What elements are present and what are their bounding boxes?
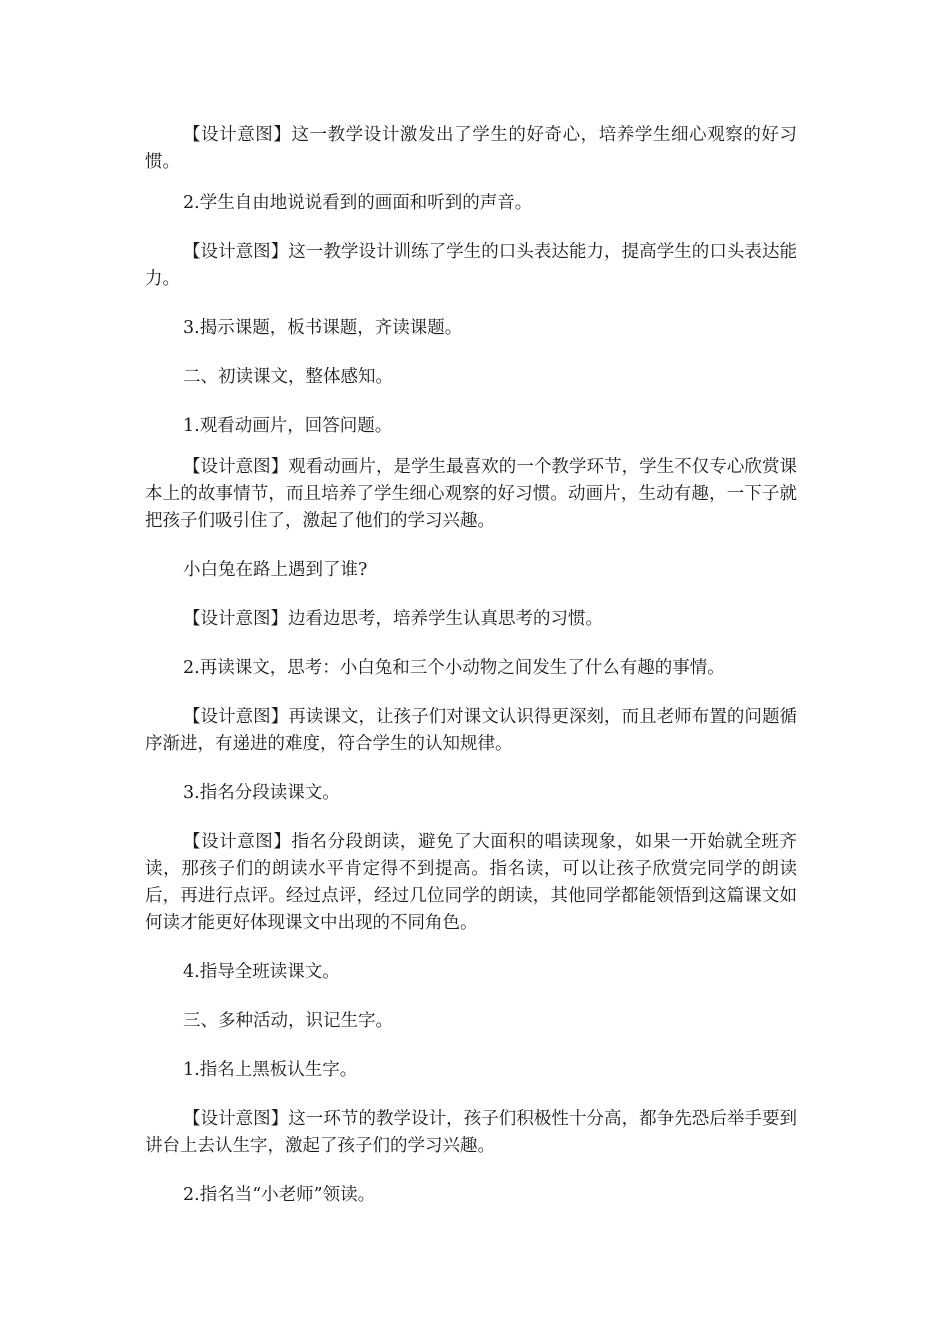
paragraph-step-3-title: 3.揭示课题，板书课题，齐读课题。 [183, 318, 463, 338]
paragraph-step-1-blackboard: 1.指名上黑板认生字。 [183, 1060, 358, 1080]
paragraph-step-2-little-teacher: 2.指名当“小老师”领读。 [183, 1185, 376, 1205]
paragraph-design-intent-3: 【设计意图】观看动画片，是学生最喜欢的一个教学环节，学生不仅专心欣赏课本上的故事情节，而且培养了学生细心观察的好习惯。动画片，生动有趣，一下子就把孩子们吸引住了，激起了他们的学习兴趣。 [145, 457, 797, 531]
paragraph-design-intent-5: 【设计意图】再读课文，让孩子们对课文认识得更深刻，而且老师布置的问题循序渐进，有递进的难度，符合学生的认知规律。 [145, 707, 797, 754]
paragraph-step-4-class-read: 4.指导全班读课文。 [183, 962, 340, 982]
paragraph-design-intent-6: 【设计意图】指名分段朗读，避免了大面积的唱读现象，如果一开始就全班齐读，那孩子们的朗读水平肯定得不到提高。指名读，可以让孩子欣赏完同学的朗读后，再进行点评。经过点评，经过几位同学的朗读，其他同学都能领悟到这篇课文如何读才能更好体现课文中出现的不同角色。 [145, 832, 797, 933]
paragraph-question: 小白兔在路上遇到了谁? [183, 560, 368, 580]
paragraph-design-intent-7: 【设计意图】这一环节的教学设计，孩子们积极性十分高，都争先恐后举手要到讲台上去认生字，激起了孩子们的学习兴趣。 [145, 1109, 797, 1156]
paragraph-design-intent-4: 【设计意图】边看边思考，培养学生认真思考的习惯。 [183, 609, 603, 629]
section-heading-2: 二、初读课文，整体感知。 [183, 367, 393, 387]
document-body [145, 122, 797, 1209]
paragraph-step-2-speak: 2.学生自由地说说看到的画面和听到的声音。 [183, 193, 533, 213]
paragraph-design-intent-2: 【设计意图】这一教学设计训练了学生的口头表达能力，提高学生的口头表达能力。 [145, 242, 797, 289]
paragraph-step-3-sections: 3.指名分段读课文。 [183, 783, 340, 803]
paragraph-step-1-cartoon: 1.观看动画片，回答问题。 [183, 416, 393, 436]
paragraph-step-2-reread: 2.再读课文，思考：小白兔和三个小动物之间发生了什么有趣的事情。 [183, 658, 725, 678]
paragraph-design-intent-1: 【设计意图】这一教学设计激发出了学生的好奇心，培养学生细心观察的好习惯。 [145, 125, 797, 172]
section-heading-3: 三、多种活动，识记生字。 [183, 1011, 393, 1031]
